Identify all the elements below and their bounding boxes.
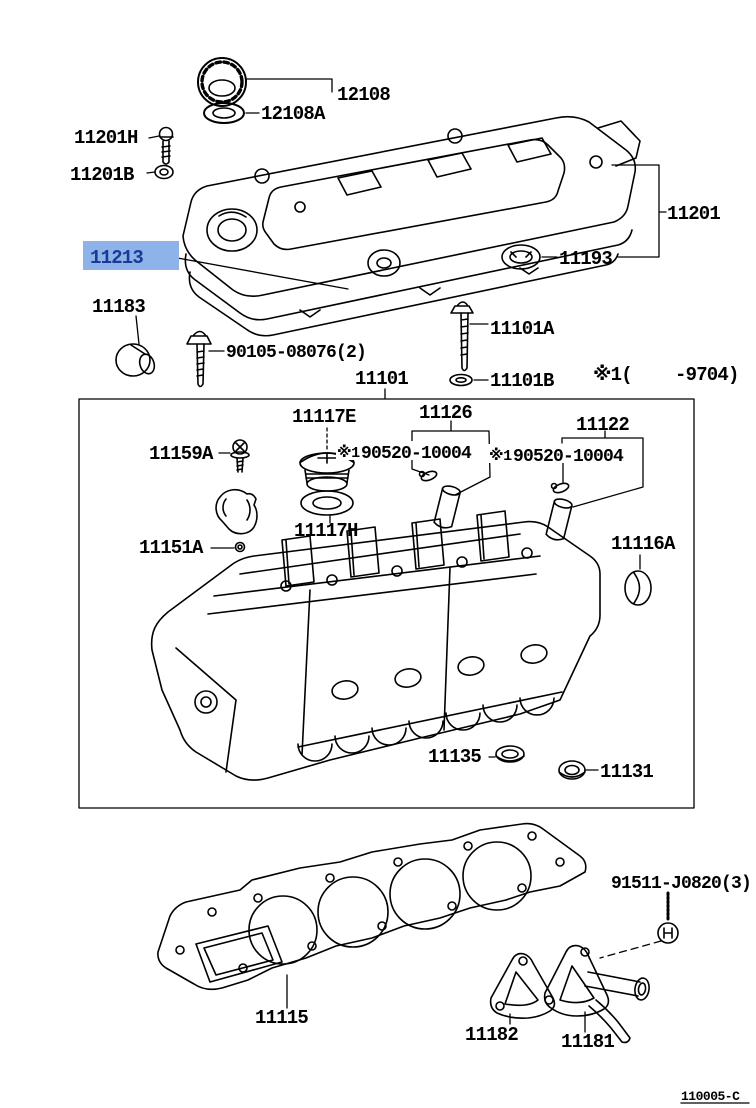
part-label-90520-2[interactable]: 90520-10004	[513, 447, 624, 467]
part-label-11213-highlighted[interactable]: 11213	[90, 247, 144, 269]
part-label-11126[interactable]: 11126	[419, 402, 473, 424]
part-label-11122[interactable]: 11122	[576, 414, 630, 436]
part-label-90520-1[interactable]: 90520-10004	[361, 444, 472, 464]
part-label-11193[interactable]: 11193	[559, 248, 613, 270]
part-label-11101[interactable]: 11101	[355, 368, 409, 390]
plug-11131-drawing	[559, 761, 585, 779]
leader-91511	[600, 941, 661, 958]
part-label-11151a[interactable]: 11151A	[139, 537, 203, 559]
leader-11201h	[149, 136, 159, 138]
part-label-12108[interactable]: 12108	[337, 84, 391, 106]
part-label-11159a[interactable]: 11159A	[149, 443, 213, 465]
water-outlet-drawing	[545, 946, 651, 1043]
part-label-11115[interactable]: 11115	[255, 1007, 309, 1029]
applicability-note-prefix: ※1(	[593, 364, 632, 386]
part-label-11101a[interactable]: 11101A	[490, 318, 554, 340]
applicability-note-suffix: -9704)	[675, 364, 739, 386]
part-label-11116a[interactable]: 11116A	[611, 533, 675, 555]
bracket-11151a-drawing	[216, 490, 257, 552]
ref-mark-1b: ※1	[489, 448, 512, 465]
guide-clip-2-drawing	[552, 482, 570, 495]
screw-11159a-drawing	[231, 440, 249, 472]
part-label-11117e[interactable]: 11117E	[292, 406, 356, 428]
part-label-12108a[interactable]: 12108A	[261, 103, 325, 125]
part-label-11101b[interactable]: 11101B	[490, 370, 554, 392]
figure-code: 110005-C	[681, 1089, 740, 1104]
gasket-11117h-drawing	[301, 491, 353, 515]
leader-11183	[136, 316, 139, 344]
bracket-11122	[562, 431, 643, 507]
camshaft-cap-drawing	[116, 344, 157, 376]
part-label-11131[interactable]: 11131	[600, 761, 654, 783]
stud-bolt-drawing	[658, 893, 678, 943]
ref-mark-1a: ※1	[337, 445, 360, 462]
part-label-90105[interactable]: 90105-08076(2)	[226, 343, 367, 363]
part-label-91511[interactable]: 91511-J0820(3)	[611, 874, 752, 894]
valve-cover-drawing	[183, 117, 640, 320]
cover-seal-washer-drawing	[155, 166, 173, 179]
oil-filler-cap-drawing	[198, 58, 246, 106]
leader-11201b	[147, 172, 155, 173]
leader-11213	[172, 257, 348, 289]
guide-clip-1-drawing	[420, 470, 438, 483]
part-label-11201h[interactable]: 11201H	[74, 127, 138, 149]
bracket-11201	[542, 165, 666, 257]
plug-11116a-drawing	[625, 571, 651, 605]
outlet-gasket-drawing	[491, 954, 555, 1019]
part-label-11182[interactable]: 11182	[465, 1024, 519, 1046]
part-label-11183[interactable]: 11183	[92, 296, 146, 318]
head-bolt-washer-drawing	[450, 375, 472, 386]
valve-guide-1-drawing	[433, 484, 461, 529]
part-label-11181[interactable]: 11181	[561, 1031, 615, 1053]
head-bolt-drawing	[451, 302, 473, 371]
head-bolt-small-drawing	[187, 332, 211, 387]
cylinder-head-drawing	[152, 511, 600, 780]
seal-11135-drawing	[496, 746, 524, 762]
part-label-11201[interactable]: 11201	[667, 203, 721, 225]
part-label-11201b[interactable]: 11201B	[70, 164, 134, 186]
part-label-11117h[interactable]: 11117H	[294, 520, 358, 542]
cover-bolt-drawing	[160, 128, 174, 165]
leader-12108	[247, 79, 332, 92]
part-label-11135[interactable]: 11135	[428, 746, 482, 768]
